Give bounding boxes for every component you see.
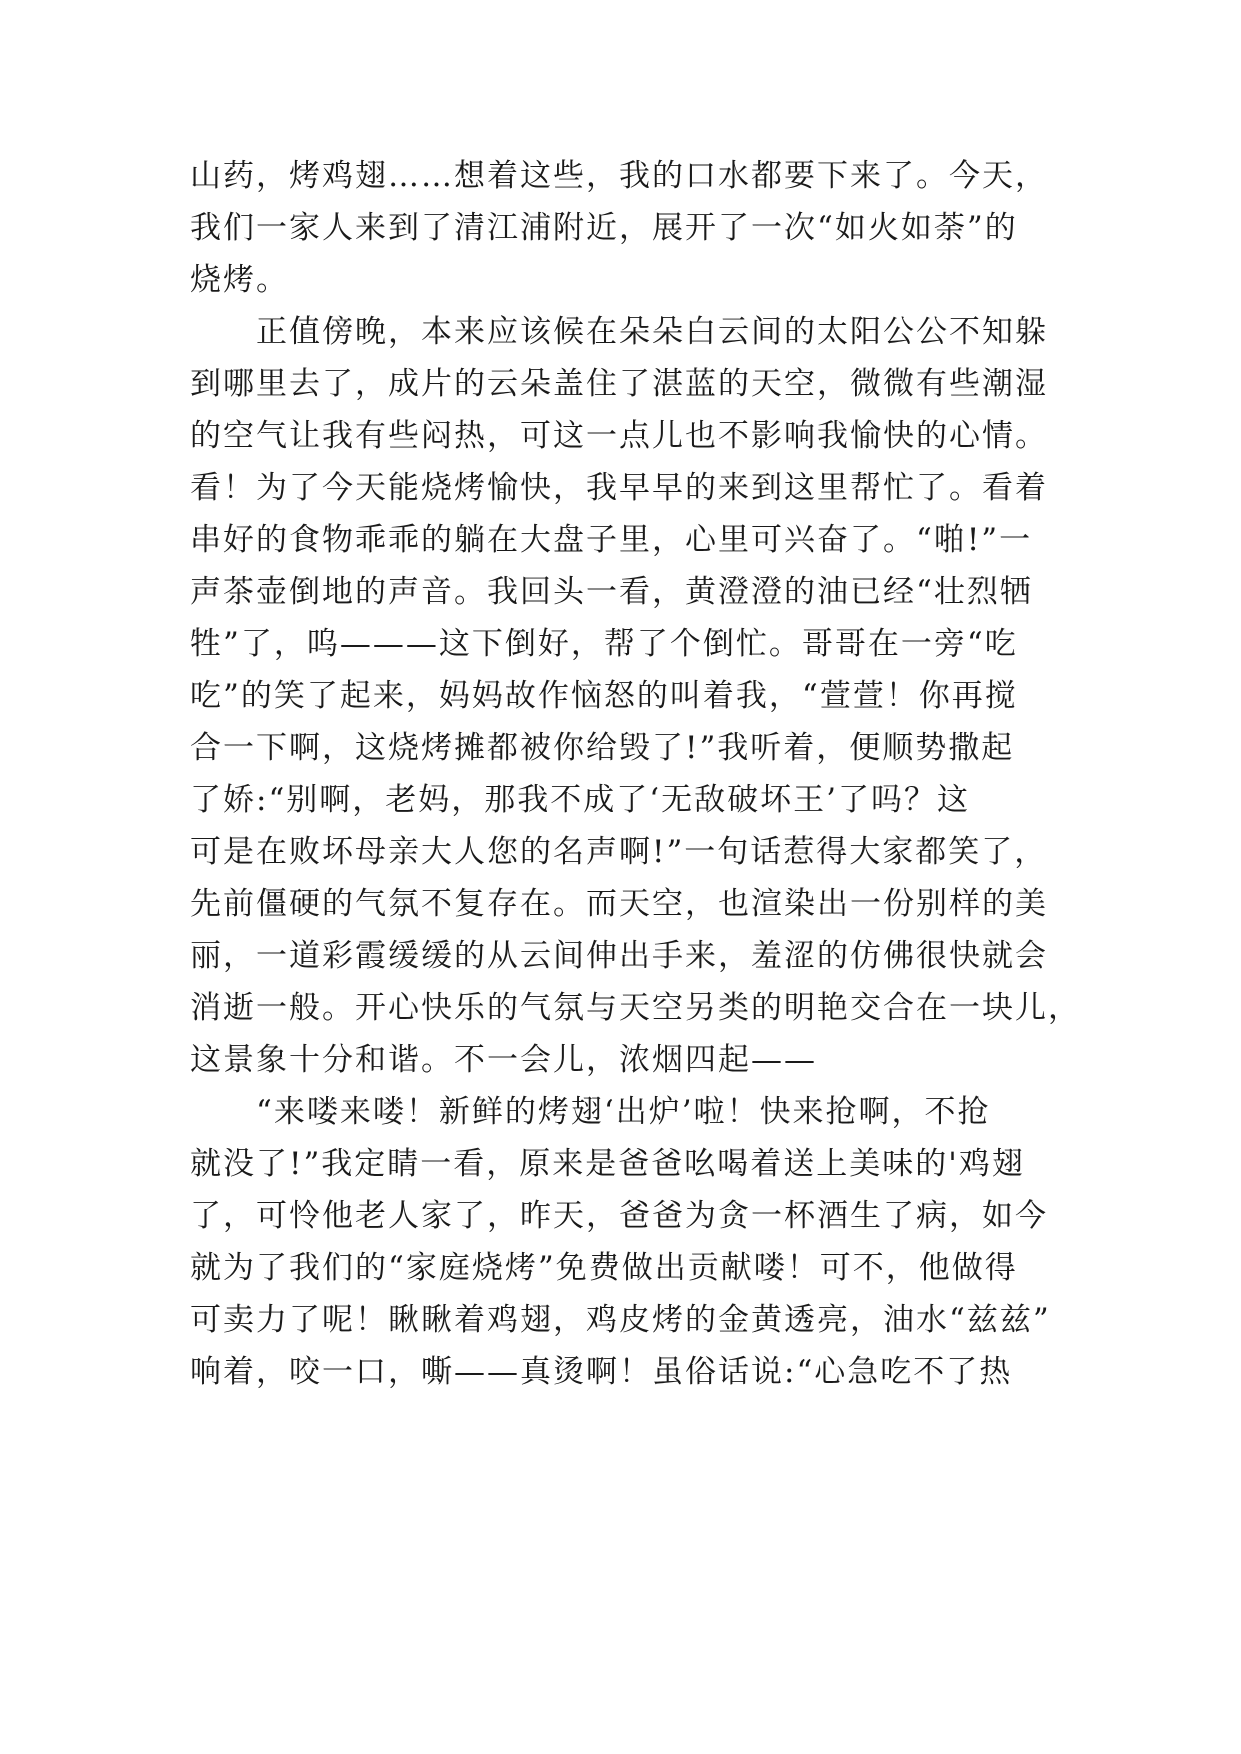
text-line: 我们一家人来到了清江浦附近，展开了一次“如火如荼”的	[190, 210, 1018, 246]
text-line: 了，可怜他老人家了，昨天，爸爸为贪一杯酒生了病，如今	[190, 1198, 1048, 1234]
text-line: 声茶壶倒地的声音。我回头一看，黄澄澄的油已经“壮烈牺	[190, 574, 1033, 610]
text-line: 的空气让我有些闷热，可这一点儿也不影响我愉快的心情。	[190, 418, 1048, 454]
text-line: 先前僵硬的气氛不复存在。而天空，也渲染出一份别样的美	[190, 886, 1048, 922]
text-line: 可卖力了呢！瞅瞅着鸡翅，鸡皮烤的金黄透亮，油水“兹兹”	[190, 1302, 1051, 1338]
paragraph-first-line: 正值傍晚，本来应该候在朵朵白云间的太阳公公不知躲	[256, 314, 1048, 350]
text-line: 烧烤。	[190, 262, 289, 298]
text-line: 可是在败坏母亲大人您的名声啊!”一句话惹得大家都笑了，	[190, 834, 1048, 870]
text-line: 这景象十分和谐。不一会儿，浓烟四起——	[190, 1042, 817, 1078]
text-line: 响着，咬一口，嘶——真烫啊！虽俗话说:“心急吃不了热	[190, 1354, 1013, 1390]
paragraph-first-line: “来喽来喽！新鲜的烤翅‘出炉’啦！快来抢啊，不抢	[256, 1094, 991, 1130]
text-line: 消逝一般。开心快乐的气氛与天空另类的明艳交合在一块儿，	[190, 990, 1081, 1026]
text-line: 看！为了今天能烧烤愉快，我早早的来到这里帮忙了。看着	[190, 470, 1048, 506]
text-line: 就为了我们的“家庭烧烤”免费做出贡献喽！可不，他做得	[190, 1250, 1018, 1286]
text-line: 到哪里去了，成片的云朵盖住了湛蓝的天空，微微有些潮湿	[190, 366, 1048, 402]
text-line: 丽，一道彩霞缓缓的从云间伸出手来，羞涩的仿佛很快就会	[190, 938, 1048, 974]
text-line: 合一下啊，这烧烤摊都被你给毁了!”我听着，便顺势撒起	[190, 730, 1015, 766]
text-line: 了娇:“别啊，老妈，那我不成了‘无敌破坏王’了吗？这	[190, 782, 970, 818]
text-line: 牲”了，呜———这下倒好，帮了个倒忙。哥哥在一旁“吃	[190, 626, 1018, 662]
text-line: 串好的食物乖乖的躺在大盘子里，心里可兴奋了。“啪!”一	[190, 522, 1033, 558]
text-line: 就没了!”我定睛一看，原来是爸爸吆喝着送上美味的'鸡翅	[190, 1146, 1025, 1182]
text-line: 吃”的笑了起来，妈妈故作恼怒的叫着我，“萱萱！你再搅	[190, 678, 1018, 714]
text-line: 山药，烤鸡翅……想着这些，我的口水都要下来了。今天，	[190, 158, 1048, 194]
